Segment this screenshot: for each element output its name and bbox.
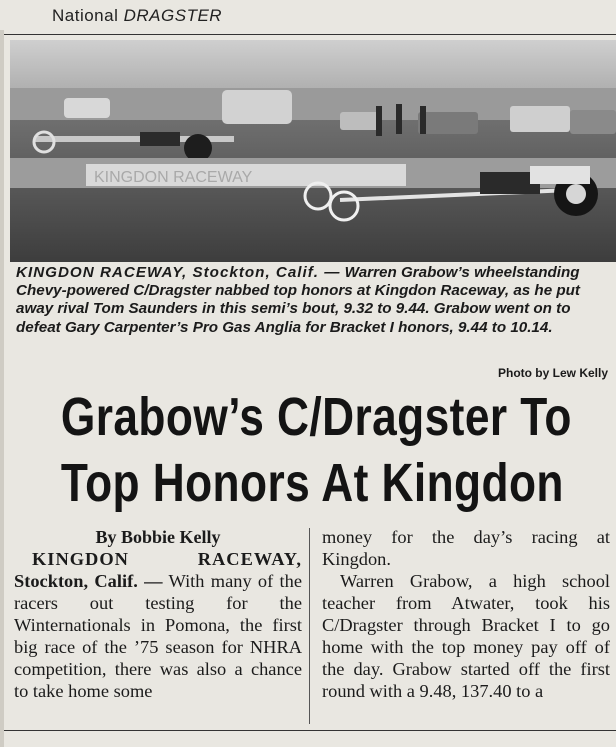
headline-line-1: Grabow’s C/Dragster To [60, 387, 572, 447]
page-header [52, 6, 222, 26]
paragraph-1-continued: money for the day’s racing at Kingdon. [322, 527, 610, 569]
race-photo-graphic [10, 40, 616, 262]
column-divider [309, 528, 310, 724]
article-headline [60, 384, 572, 516]
photo-banner-text: KINGDON RACEWAY [94, 169, 253, 186]
article-column-right [322, 526, 610, 702]
dateline-place: Stockton, Calif. — [14, 571, 163, 591]
caption-text: Warren Grabow’s wheelstanding Chevy-powered C/Dragster nabbed top honors at Kingdon Raceway, as he put away rival Tom Saunders in this semi’s bout, 9.32 to 9.44. Grabow went on to defeat Gary Carpenter’s Pro Gas Anglia for Bracket I honors, 9.44 to 10.14. [16, 264, 580, 336]
article-paragraph-2: Warren Grabow, a high school teacher from Atwater, took his C/Dragster through Bracket I to go home with the top money pay off of the day. Grabow started off the first round with a 9.48, 137.40 to a [322, 571, 610, 701]
article-paragraph-1 [14, 548, 302, 702]
dateline-lead: KINGDON RACEWAY, [32, 549, 302, 569]
byline: By Bobbie Kelly [95, 527, 221, 547]
photo-credit: Photo by Lew Kelly [497, 366, 608, 380]
page-edge [0, 30, 4, 747]
bottom-rule [4, 730, 616, 731]
header-rule [4, 34, 616, 35]
race-photo [10, 40, 616, 262]
headline-line-2: Top Honors At Kingdon [60, 453, 564, 513]
publication-name: DRAGSTER [123, 6, 223, 25]
caption-lead: KINGDON RACEWAY, Stockton, Calif. — [16, 264, 341, 281]
paragraph-1-body: With many of the racers out testing for the Winternationals in Pomona, the first big race of the ’75 season for NHRA competition, there was also a chance to take home some [14, 571, 303, 701]
publication-prefix: National [52, 6, 119, 25]
article-column-left [14, 526, 302, 702]
photo-caption [16, 264, 612, 337]
